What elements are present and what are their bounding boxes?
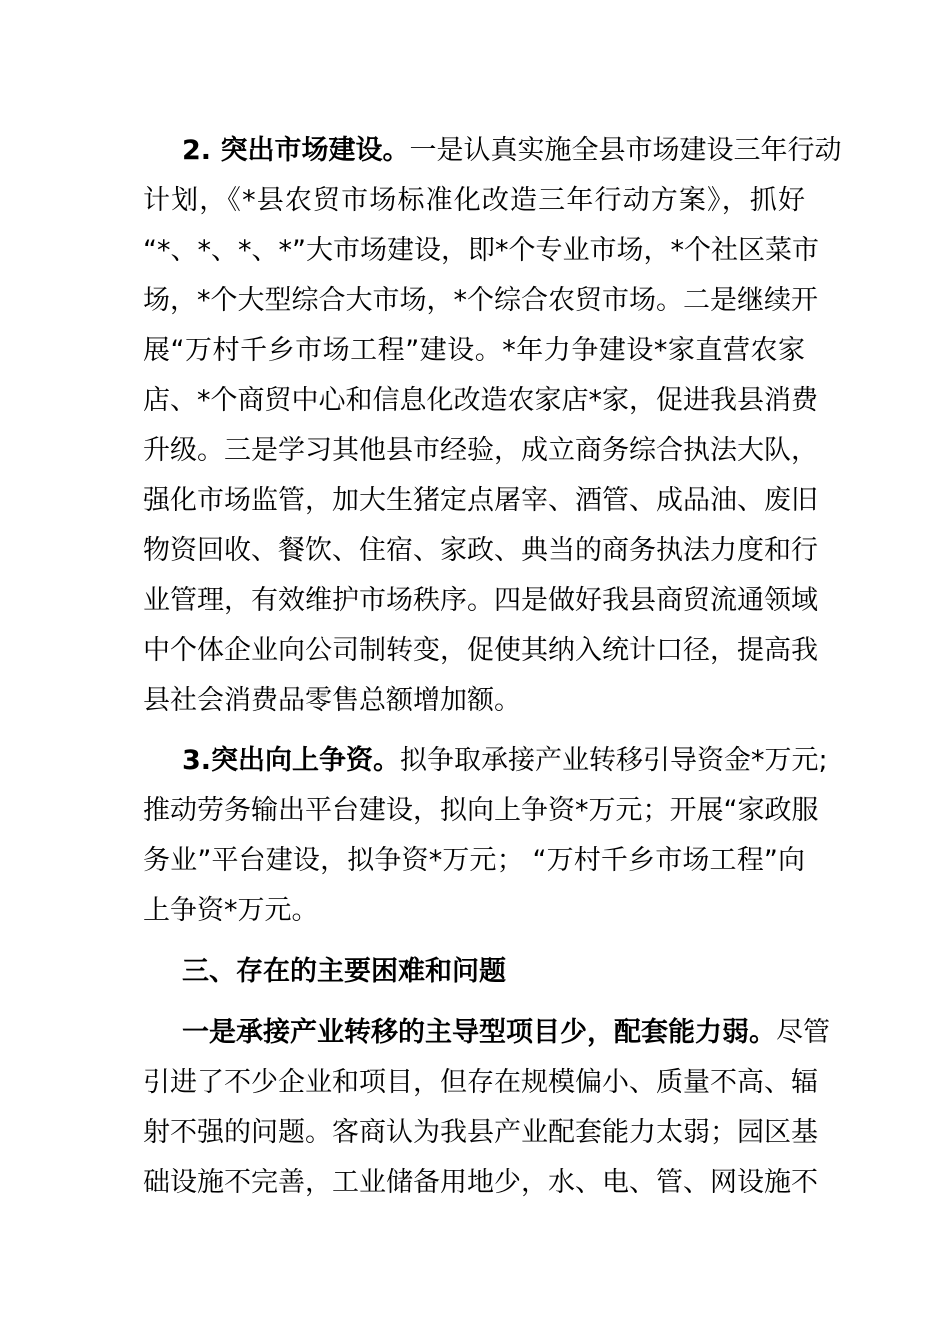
text-line [143,226,819,276]
text-line [143,176,805,226]
text-line [143,376,818,426]
body-text: 强化市场监管，加大生猪定点屠宰、酒管、成品油、废旧 [143,485,818,516]
body-text: 业管理，有效维护市场秩序。四是做好我县商贸流通领域 [143,585,818,616]
text-line [143,526,818,576]
body-text: 场，*个大型综合大市场，*个综合农贸市场。二是继续开 [143,285,818,316]
text-line [182,947,805,997]
bold-heading-text: 三、存在的主要困难和问题 [182,956,506,987]
body-text: 升级。三是学习其他县市经验，成立商务综合执法大队， [143,435,818,466]
text-line [143,1108,818,1158]
text-line [143,786,819,836]
body-text: 务业”平台建设，拟争资*万元； “万村千乡市场工程”向 [143,845,805,876]
body-text: 展“万村千乡市场工程”建设。*年力争建设*家直营农家 [143,335,805,366]
text-line [182,736,828,786]
body-text: 拟争取承接产业转移引导资金*万元; [400,745,828,776]
text-line [143,676,805,726]
bold-heading-text: 一是承接产业转移的主导型项目少，配套能力弱。 [182,1017,776,1048]
body-text: 县社会消费品零售总额增加额。 [143,685,521,716]
text-line [143,626,818,676]
body-text: 推动劳务输出平台建设，拟向上争资*万元；开展“家政服 [143,795,819,826]
text-line [182,1008,830,1058]
bold-heading-text: 2. 突出市场建设。 [182,135,410,166]
text-line [143,836,805,886]
body-text: 上争资*万元。 [143,895,319,926]
body-text: “*、*、*、*”大市场建设，即*个专业市场，*个社区菜市 [143,235,819,266]
text-line [143,326,805,376]
body-text: 一是认真实施全县市场建设三年行动 [409,135,842,166]
text-line [143,886,805,936]
body-text: 础设施不完善，工业储备用地少，水、电、管、网设施不 [143,1167,818,1198]
body-text: 店、*个商贸中心和信息化改造农家店*家，促进我县消费 [143,385,818,416]
text-line [143,1058,818,1108]
bold-heading-text: 3.突出向上争资。 [182,745,401,776]
body-text: 计划，《*县农贸市场标准化改造三年行动方案》，抓好 [143,185,805,216]
body-text: 物资回收、餐饮、住宿、家政、典当的商务执法力度和行 [143,535,818,566]
text-line [143,576,818,626]
body-text: 中个体企业向公司制转变，促使其纳入统计口径，提高我 [143,635,818,666]
text-line [182,126,842,176]
text-line [143,476,818,526]
text-line [143,1158,818,1208]
text-line [143,276,818,326]
body-text: 引进了不少企业和项目，但存在规模偏小、质量不高、辐 [143,1067,818,1098]
body-text: 尽管 [776,1017,830,1048]
body-text: 射不强的问题。客商认为我县产业配套能力太弱；园区基 [143,1117,818,1148]
text-line [143,426,818,476]
